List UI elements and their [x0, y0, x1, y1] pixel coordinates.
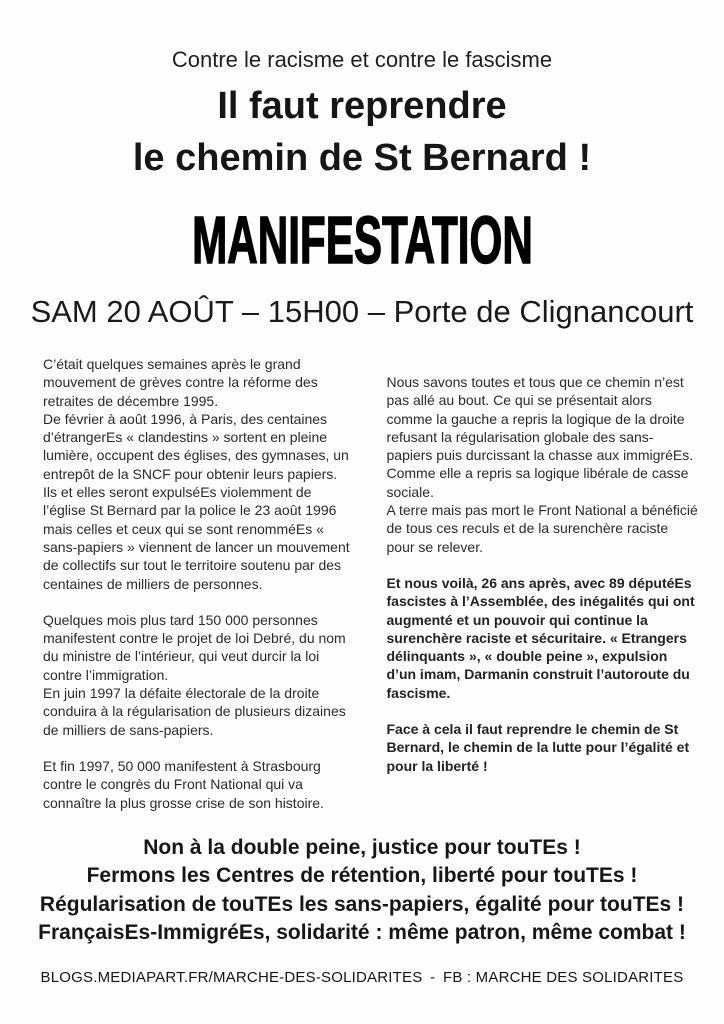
paragraph [387, 373, 699, 556]
body-columns [0, 355, 724, 812]
paragraph [43, 757, 355, 812]
paragraph-line: Ils et elles seront expulséEs violemment de l’église St Bernard par la police le 23 août 1996 mais celles et ceux qui se sont renomméEs « sans-papiers » viennent de lancer un mouvement de collectifs sur tout le territoire soutenu par des centaines de milliers de personnes. [43, 484, 350, 592]
kicker-text: Contre le racisme et contre le fascisme [171, 47, 553, 72]
paragraph-line: A terre mais pas mort le Front National a bénéficié de tous ces reculs et de la surenchère raciste pour se relever. [386, 502, 698, 555]
paragraph-line: Et fin 1997, 50 000 manifestent à Strasbourg contre le congrès du Front National qui va connaître la plus grosse crise de son histoire. [43, 757, 324, 811]
page-title [0, 80, 724, 184]
event-date-location: SAM 20 AOÛT – 15H00 – Porte de Clignancourt [30, 294, 694, 329]
paragraph-line: Face à cela il faut reprendre le chemin de St Bernard, le chemin de la lutte pour l’égalité et pour la liberté ! [386, 721, 690, 774]
paragraph [387, 574, 699, 702]
paragraph-line: Nous savons toutes et tous que ce chemin n’est pas allé au bout. Ce qui se présentait alors comme la gauche a repris la logique de la droite refusant la régularisation globale des sans-papiers puis durcissant la chasse aux immigréEs. Comme elle a repris sa logique libérale de casse sociale. [386, 374, 694, 500]
title-line-2: le chemin de St Bernard ! [132, 137, 592, 179]
paragraph-line: De février à août 1996, à Paris, des centaines d’étrangerEs « clandestins » sortent en pleine lumière, occupent des églises, des gymnases, un entrepôt de la SNCF pour obtenir leurs papiers. [43, 410, 349, 482]
column-left [43, 355, 355, 812]
paragraph [43, 611, 355, 739]
slogan-line: FrançaisEs-ImmigréEs, solidarité : même patron, même combat ! [38, 921, 686, 945]
slogan-line: Non à la double peine, justice pour touTEs ! [143, 835, 581, 859]
paragraph [43, 355, 355, 593]
paragraph-line: Quelques mois plus tard 150 000 personnes manifestent contre le projet de loi Debré, du nom du ministre de l’intérieur, qui veut durcir la loi contre l’immigration. [43, 611, 346, 683]
column-right [387, 355, 699, 812]
paragraph [387, 720, 699, 775]
slogans-block [0, 834, 724, 948]
slogan-line: Régularisation de touTEs les sans-papiers, égalité pour touTEs ! [39, 892, 685, 916]
title-line-1: Il faut reprendre [217, 85, 507, 127]
paragraph-line: C’était quelques semaines après le grand mouvement de grèves contre la réforme des retraites de décembre 1995. [43, 356, 318, 409]
footer-line: BLOGS.MEDIAPART.FR/MARCHE-DES-SOLIDARITES - FB : MARCHE DES SOLIDARITES [40, 968, 684, 986]
paragraph-line: En juin 1997 la défaite électorale de la droite conduira à la régularisation de plusieurs dizaines de milliers de sans-papiers. [43, 685, 346, 738]
banner [0, 203, 724, 278]
slogan-line: Fermons les Centres de rétention, liberté pour touTEs ! [86, 864, 638, 888]
banner-title: MANIFESTATION [191, 203, 533, 278]
paragraph-line: Et nous voilà, 26 ans après, avec 89 députéEs fascistes à l’Assemblée, des inégalités qui ont augmenté et un pouvoir qui continue la surenchère raciste et sécuritaire. « Etrangers délinquants », « double peine », expulsion d’un imam, Darmanin construit l’autoroute du fascisme. [386, 574, 695, 701]
